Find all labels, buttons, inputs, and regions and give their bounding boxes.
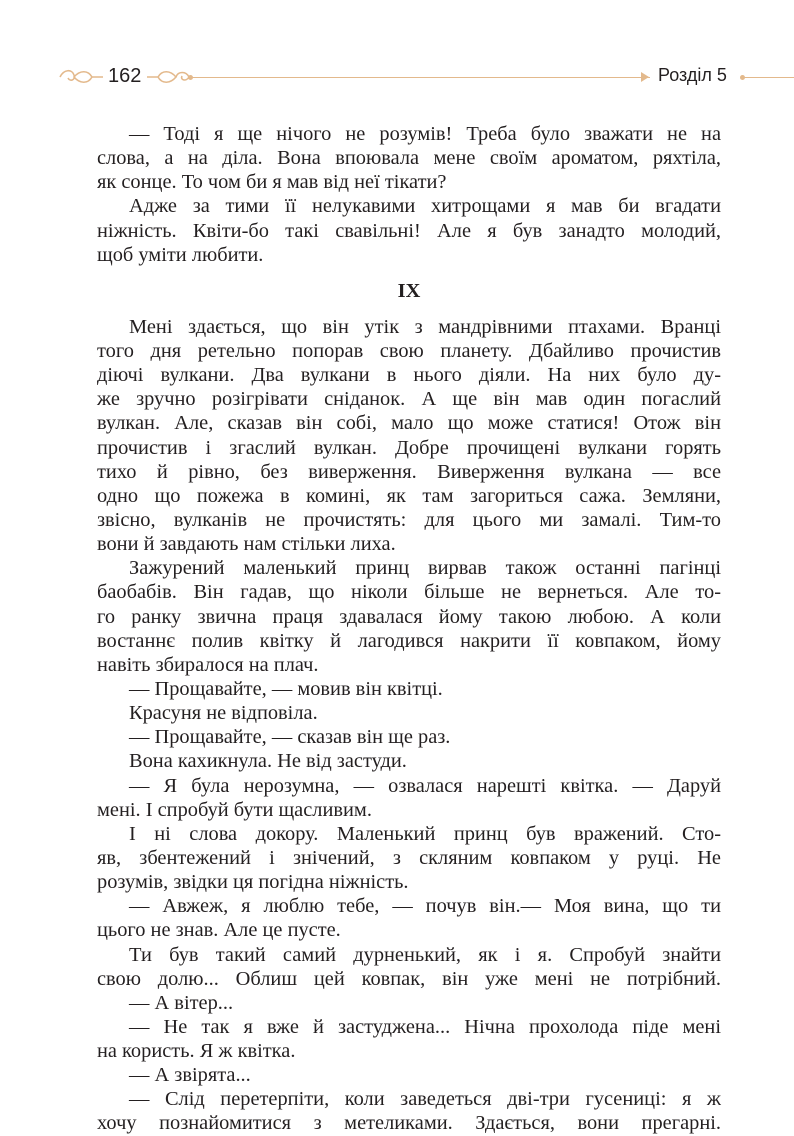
text-line: хочу познайомитися з метеликами. Здається, вони прегарні. xyxy=(97,1112,721,1135)
text-line: — Прощавайте, — мовив він квітці. xyxy=(129,677,443,700)
left-flourish-icon xyxy=(58,66,104,88)
header-arrow-icon xyxy=(641,72,649,82)
text-line: Красуня не відповіла. xyxy=(129,702,318,725)
text-line: одно що пожежа в комині, як там загориться сажа. Земляни, xyxy=(97,484,721,507)
text-line: — Слід перетерпіти, коли заведеться дві-три гусениці: я ж xyxy=(129,1088,721,1111)
text-line: баобабів. Він гадав, що ніколи більше не вернеться. Але то- xyxy=(97,581,721,604)
text-line: Адже за тими її нелукавими хитрощами я мав би вгадати xyxy=(129,195,721,218)
text-line: — Авжеж, я люблю тебе, — почув він.— Моя вина, що ти xyxy=(129,895,721,918)
text-line: діючі вулкани. Два вулкани в нього діяли. На них було ду- xyxy=(97,364,721,387)
text-line: — Не так я вже й застуджена... Нічна прохолода піде мені xyxy=(129,1015,721,1038)
text-line: на користь. Я ж квітка. xyxy=(97,1040,296,1063)
text-line: же зручно розігрівати сніданок. А ще він мав один погаслий xyxy=(97,388,721,411)
text-line: яв, збентежений і знічений, з скляним ковпаком у руці. Не xyxy=(97,846,721,869)
section-label: Розділ 5 xyxy=(658,65,727,85)
running-header xyxy=(0,60,794,100)
text-line: — Я була нерозумна, — озвалася нарешті квітка. — Даруй xyxy=(129,774,721,797)
text-line: цього не знав. Але це пусте. xyxy=(97,919,341,942)
text-line: вони й завдають нам стільки лиха. xyxy=(97,533,396,556)
body-text xyxy=(97,122,721,1136)
chapter-heading: IX xyxy=(397,279,421,302)
text-line: Мені здається, що він утік з мандрівними птахами. Вранці xyxy=(129,315,721,338)
text-line: розумів, звідки ця погідна ніжність. xyxy=(97,871,409,894)
text-line: навіть збиралося на плач. xyxy=(97,653,319,676)
text-line: свою долю... Облиш цей ковпак, він уже мені не потрібний. xyxy=(97,967,721,990)
text-line: ніжність. Квіти-бо такі свавільні! Але я був занадто молодий, xyxy=(97,219,721,242)
right-flourish-icon xyxy=(146,66,192,88)
text-line: звісно, вулканів не прочистять: для цього ми замалі. Тим-то xyxy=(97,508,721,531)
text-line: Зажурений маленький принц вирвав також останні пагінці xyxy=(129,557,721,580)
text-line: вулкан. Але, сказав він собі, мало що може статися! Отож він xyxy=(97,412,721,435)
header-rule-right xyxy=(744,77,794,78)
text-line: щоб уміти любити. xyxy=(97,243,264,266)
text-line: Вона кахикнула. Не від застуди. xyxy=(129,750,407,773)
text-line: як сонце. То чом би я мав від неї тікати? xyxy=(97,171,447,194)
text-line: востаннє полив квітку й лагодився накрити її ковпаком, йому xyxy=(97,629,721,652)
text-line: І ні слова докору. Маленький принц був вражений. Сто- xyxy=(129,822,721,845)
page-number: 162 xyxy=(108,65,142,87)
text-line: прочистив і згаслий вулкан. Добре прочищені вулкани горять xyxy=(97,436,721,459)
text-line: мені. І спробуй бути щасливим. xyxy=(97,798,372,821)
text-line: го ранку звична праця здавалася йому такою любою. А коли xyxy=(97,605,721,628)
text-line: слова, а на діла. Вона впоювала мене своїм ароматом, ряхтіла, xyxy=(97,147,721,170)
text-line: Ти був такий самий дурненький, як і я. Спробуй знайти xyxy=(129,943,721,966)
text-line: — А звірята... xyxy=(129,1064,251,1087)
text-line: того дня ретельно попорав свою планету. Дбайливо прочистив xyxy=(97,339,721,362)
text-line: — А вітер... xyxy=(129,991,234,1014)
header-rule xyxy=(188,77,650,78)
text-line: — Прощавайте, — сказав він ще раз. xyxy=(129,726,451,749)
text-line: — Тоді я ще нічого не розумів! Треба було зважати не на xyxy=(129,123,721,145)
text-line: тихо й рівно, без виверження. Виверження вулкана — все xyxy=(97,460,721,483)
